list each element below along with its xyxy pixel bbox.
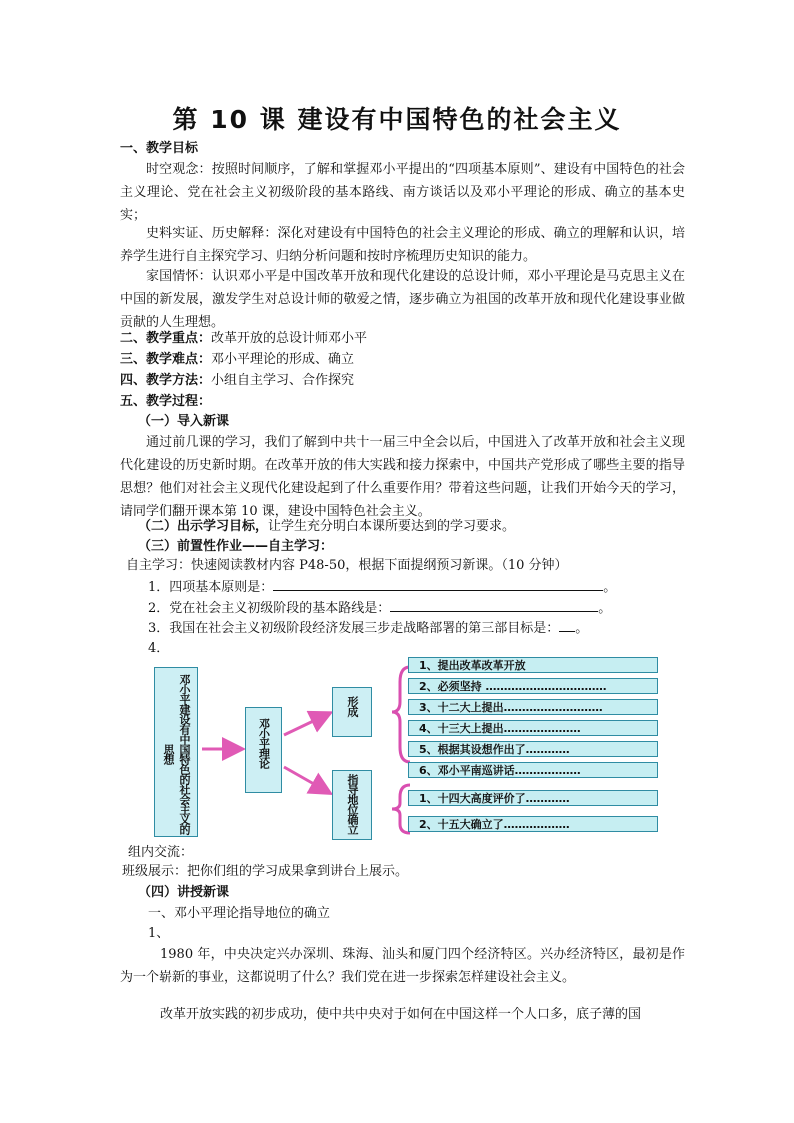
part4-paragraph-1: 1980 年，中央决定兴办深圳、珠海、汕头和厦门四个经济特区。兴办经济特区，最初是作为一个崭新的事业，这都说明了什么？我们党在进一步探索怎样建设社会主义。 bbox=[120, 947, 685, 985]
part3-intro: 自主学习：快速阅读教材内容 P48-50，根据下面提纲预习新课。（10 分钟） bbox=[126, 558, 568, 573]
part2-text: 让学生充分明白本课所要达到的学习要求。 bbox=[268, 519, 516, 534]
formation-item-3: 3、十二大上提出……………………… bbox=[408, 699, 658, 715]
section-objectives-heading: 一、教学目标 bbox=[120, 141, 199, 156]
status-box bbox=[332, 770, 372, 840]
part4-subheading: 一、邓小平理论指导地位的确立 bbox=[148, 906, 331, 921]
formation-item-2: 2、必须坚持 …………………………… bbox=[408, 678, 658, 694]
main-idea-text: 邓小平建设有中国特色的社会主义的思想 bbox=[162, 674, 191, 834]
question-1 bbox=[148, 577, 718, 597]
question-1-text: 1．四项基本原则是： bbox=[148, 580, 274, 595]
main-idea-box bbox=[154, 667, 198, 837]
theory-box bbox=[245, 707, 282, 793]
part4-heading: （四）讲授新课 bbox=[138, 885, 230, 900]
page-title: 第 10 课 建设有中国特色的社会主义 bbox=[172, 105, 622, 134]
method-line bbox=[120, 371, 690, 390]
question-2-blank[interactable] bbox=[390, 598, 598, 612]
difficulty-label: 三、教学难点： bbox=[120, 352, 212, 367]
formation-item-6: 6、邓小平南巡讲话……………… bbox=[408, 762, 658, 778]
formation-item-4: 4、十三大上提出………………… bbox=[408, 720, 658, 736]
status-text: 指导地位确立 bbox=[346, 774, 359, 834]
objective-historical-evidence: 史料实证、历史解释：深化对建设有中国特色的社会主义理论的形成、确立的理解和认识，培养学生进行自主探究学习、归纳分析问题和按时序梳理历史知识的能力。 bbox=[120, 226, 685, 264]
key-point-label: 二、教学重点： bbox=[120, 331, 212, 346]
formation-item-1: 1、提出改革改革开放 bbox=[408, 657, 658, 673]
difficulty-text: 邓小平理论的形成、确立 bbox=[211, 352, 355, 367]
key-point-line bbox=[120, 329, 690, 348]
key-point-text: 改革开放的总设计师邓小平 bbox=[211, 331, 368, 346]
formation-item-5: 5、根据其设想作出了………… bbox=[408, 741, 658, 757]
objective-patriotism: 家国情怀：认识邓小平是中国改革开放和现代化建设的总设计师，邓小平理论是马克思主义在中国的新发展，激发学生对总设计师的敬爱之情，逐步确立为祖国的改革开放和现代化建设事业做贡献的人生理想。 bbox=[120, 269, 685, 330]
part1-heading: （一）导入新课 bbox=[138, 414, 230, 429]
status-item-2: 2、十五大确立了……………… bbox=[408, 816, 658, 832]
question-3 bbox=[148, 618, 718, 638]
part4-paragraph-2: 改革开放实践的初步成功，使中共中央对于如何在中国这样一个人口多，底子薄的国 bbox=[160, 1007, 642, 1022]
question-3-text: 3．我国在社会主义初级阶段经济发展三步走战略部署的第三部目标是： bbox=[148, 621, 560, 636]
question-1-blank[interactable] bbox=[273, 577, 603, 591]
process-heading: 五、教学过程： bbox=[120, 394, 212, 409]
question-3-blank[interactable] bbox=[559, 618, 575, 632]
question-2-text: 2．党在社会主义初级阶段的基本路线是： bbox=[148, 601, 391, 616]
part4-number: 1、 bbox=[148, 926, 170, 941]
question-2 bbox=[148, 598, 718, 618]
formation-box bbox=[332, 687, 372, 737]
part2-label: （二）出示学习目标， bbox=[138, 519, 269, 534]
question-1-end: 。 bbox=[603, 580, 617, 595]
method-text: 小组自主学习、合作探究 bbox=[211, 373, 355, 388]
group-exchange: 组内交流： bbox=[128, 845, 194, 860]
part3-heading: （三）前置性作业——自主学习： bbox=[138, 539, 334, 554]
formation-text: 形成 bbox=[346, 696, 359, 716]
arrow-theory-to-status bbox=[284, 767, 328, 792]
method-label: 四、教学方法： bbox=[120, 373, 212, 388]
theory-diagram bbox=[152, 657, 674, 840]
question-3-end: 。 bbox=[575, 621, 589, 636]
class-show: 班级展示：把你们组的学习成果拿到讲台上展示。 bbox=[122, 864, 409, 879]
arrow-theory-to-formation bbox=[284, 714, 328, 735]
part2-line bbox=[138, 517, 708, 536]
part1-paragraph: 通过前几课的学习，我们了解到中共十一届三中全会以后，中国进入了改革开放和社会主义现代化建设的历史新时期。在改革开放的伟大实践和接力探索中，中国共产党形成了哪些主要的指导思想？他们对社会主义现代化建设起到了什么重要作用？带着这些问题，让我们开始今天的学习，请同学们翻开课本第 10 课，建设中国特色社会主义。 bbox=[120, 435, 685, 519]
question-4: 4． bbox=[148, 641, 170, 656]
difficulty-line bbox=[120, 350, 690, 369]
objective-time-concept: 时空观念：按照时间顺序，了解和掌握邓小平提出的“四项基本原则”、建设有中国特色的社会主义理论、党在社会主义初级阶段的基本路线、南方谈话以及邓小平理论的形成、确立的基本史实； bbox=[120, 162, 685, 223]
question-2-end: 。 bbox=[598, 601, 612, 616]
theory-text: 邓小平理论 bbox=[257, 718, 271, 768]
status-item-1: 1、十四大高度评价了………… bbox=[408, 790, 658, 806]
